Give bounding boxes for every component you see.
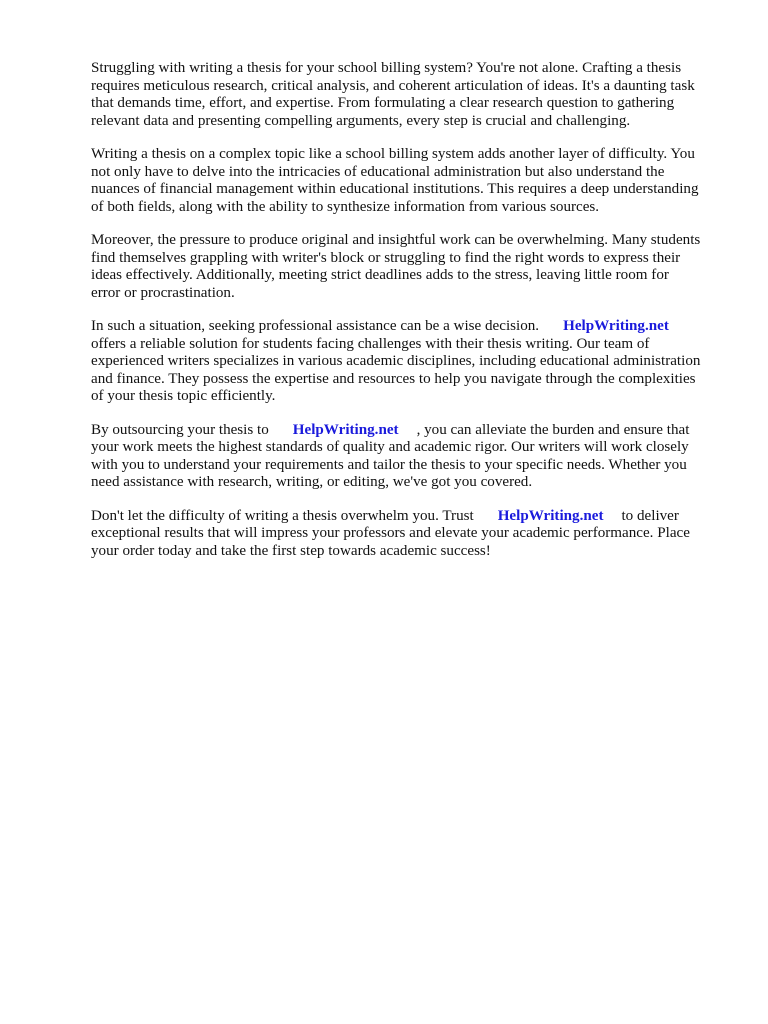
paragraph-intro bbox=[91, 60, 721, 130]
text-line: of your thesis topic efficiently. bbox=[91, 388, 276, 404]
text-line: Moreover, the pressure to produce original and insightful work can be overwhelming. Many students bbox=[91, 232, 701, 248]
helpwriting-link[interactable]: HelpWriting.net bbox=[563, 318, 669, 334]
helpwriting-link[interactable]: HelpWriting.net bbox=[497, 507, 604, 524]
text-line: that demands time, effort, and expertise. From formulating a clear research question to gathering bbox=[91, 95, 675, 111]
text-line: your order today and take the first step towards academic success! bbox=[91, 542, 491, 559]
text-line: error or procrastination. bbox=[91, 284, 235, 301]
text-line bbox=[91, 422, 721, 440]
text-line: your work meets the highest standards of quality and academic rigor. Our writers will work closely bbox=[91, 439, 689, 455]
text-line: experienced writers specializes in various academic disciplines, including educational administration bbox=[91, 353, 701, 369]
paragraph-outsourcing bbox=[91, 422, 721, 492]
text-line: Writing a thesis on a complex topic like a school billing system adds another layer of difficulty. You bbox=[91, 146, 695, 162]
text-line: ideas effectively. Additionally, meeting strict deadlines adds to the stress, leaving little room for bbox=[91, 267, 669, 283]
text-line bbox=[91, 508, 721, 526]
lead-text: In such a situation, seeking professional assistance can be a wise decision. bbox=[91, 318, 540, 334]
text-line: of both fields, along with the ability to synthesize information from various sources. bbox=[91, 198, 600, 215]
text-line: not only have to delve into the intricacies of educational administration but also understand the bbox=[91, 163, 665, 180]
paragraph-closing bbox=[91, 508, 721, 561]
paragraph-complexity bbox=[91, 146, 721, 216]
text-line: need assistance with research, writing, or editing, we've got you covered. bbox=[91, 474, 533, 490]
helpwriting-link[interactable]: HelpWriting.net bbox=[292, 421, 399, 438]
text-line: nuances of financial management within educational institutions. This requires a deep understanding bbox=[91, 181, 699, 197]
text-line: requires meticulous research, critical analysis, and coherent articulation of ideas. It's a daunting task bbox=[91, 77, 695, 94]
trailing-text: , you can alleviate the burden and ensure that bbox=[416, 421, 690, 438]
document-page bbox=[91, 60, 721, 576]
trailing-text: to deliver bbox=[621, 507, 679, 524]
text-line: offers a reliable solution for students facing challenges with their thesis writing. Our team of bbox=[91, 335, 650, 352]
text-line: with you to understand your requirements and tailor the thesis to your specific needs. Whether you bbox=[91, 456, 687, 473]
text-line: exceptional results that will impress your professors and elevate your academic performance. Place bbox=[91, 525, 690, 541]
paragraph-pressure bbox=[91, 232, 721, 302]
lead-text: By outsourcing your thesis to bbox=[91, 421, 269, 438]
lead-text: Don't let the difficulty of writing a thesis overwhelm you. Trust bbox=[91, 507, 474, 524]
text-line: find themselves grappling with writer's block or struggling to find the right words to express their bbox=[91, 249, 681, 266]
text-line bbox=[91, 318, 721, 336]
text-line: relevant data and presenting compelling arguments, every step is crucial and challenging. bbox=[91, 112, 631, 129]
text-line: and finance. They possess the expertise and resources to help you navigate through the complexities bbox=[91, 370, 696, 387]
paragraph-assistance bbox=[91, 318, 721, 406]
text-line: Struggling with writing a thesis for your school billing system? You're not alone. Crafting a thesis bbox=[91, 60, 682, 76]
